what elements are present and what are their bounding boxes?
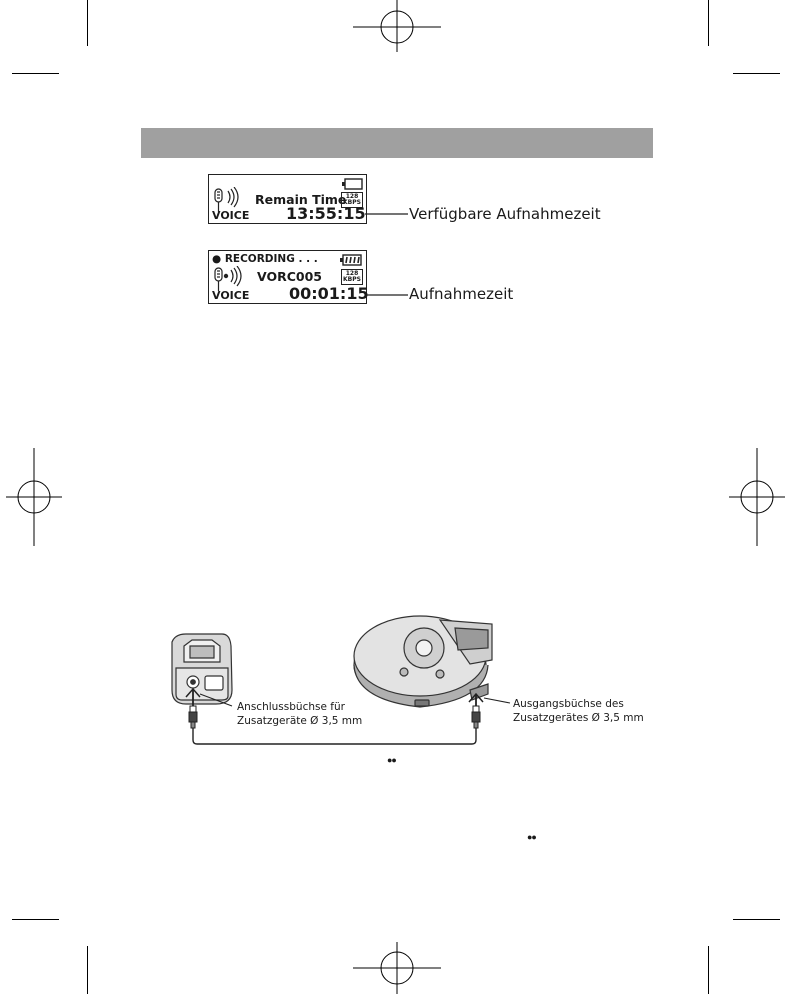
- bitrate-badge: 128 KBPS: [341, 192, 363, 208]
- right-cable-plug: [469, 694, 483, 728]
- left-cable-plug: [186, 689, 200, 728]
- remain-time-value: 13:55:15: [286, 204, 366, 223]
- remain-time-label: Remain Time: [255, 192, 347, 207]
- recording-elapsed-time: 00:01:15: [289, 284, 369, 303]
- right-label-leader: [484, 698, 510, 703]
- recording-status-label: ● RECORDING . . .: [212, 253, 318, 265]
- audio-cable: [193, 728, 476, 744]
- bitrate-badge: 128 KBPS: [341, 269, 363, 285]
- recorder-device-illustration: [172, 634, 232, 704]
- output-jack-label: Ausgangsbüchse des Zusatzgerätes Ø 3,5 mm: [513, 698, 644, 724]
- voice-mode-label: VOICE: [212, 209, 250, 222]
- voice-mode-label: VOICE: [212, 289, 250, 302]
- cd-player-illustration: [354, 616, 492, 707]
- double-dot-mark: ●●: [527, 832, 536, 842]
- callout-recording-time: Aufnahmezeit: [409, 285, 514, 303]
- input-jack-label: Anschlussbüchse für Zusatzgeräte Ø 3,5 mm: [237, 701, 363, 727]
- double-dot-mark: ●●: [387, 755, 396, 765]
- recording-file-name: VORC005: [257, 269, 322, 284]
- callout-available-recording-time: Verfügbare Aufnahmezeit: [409, 205, 601, 223]
